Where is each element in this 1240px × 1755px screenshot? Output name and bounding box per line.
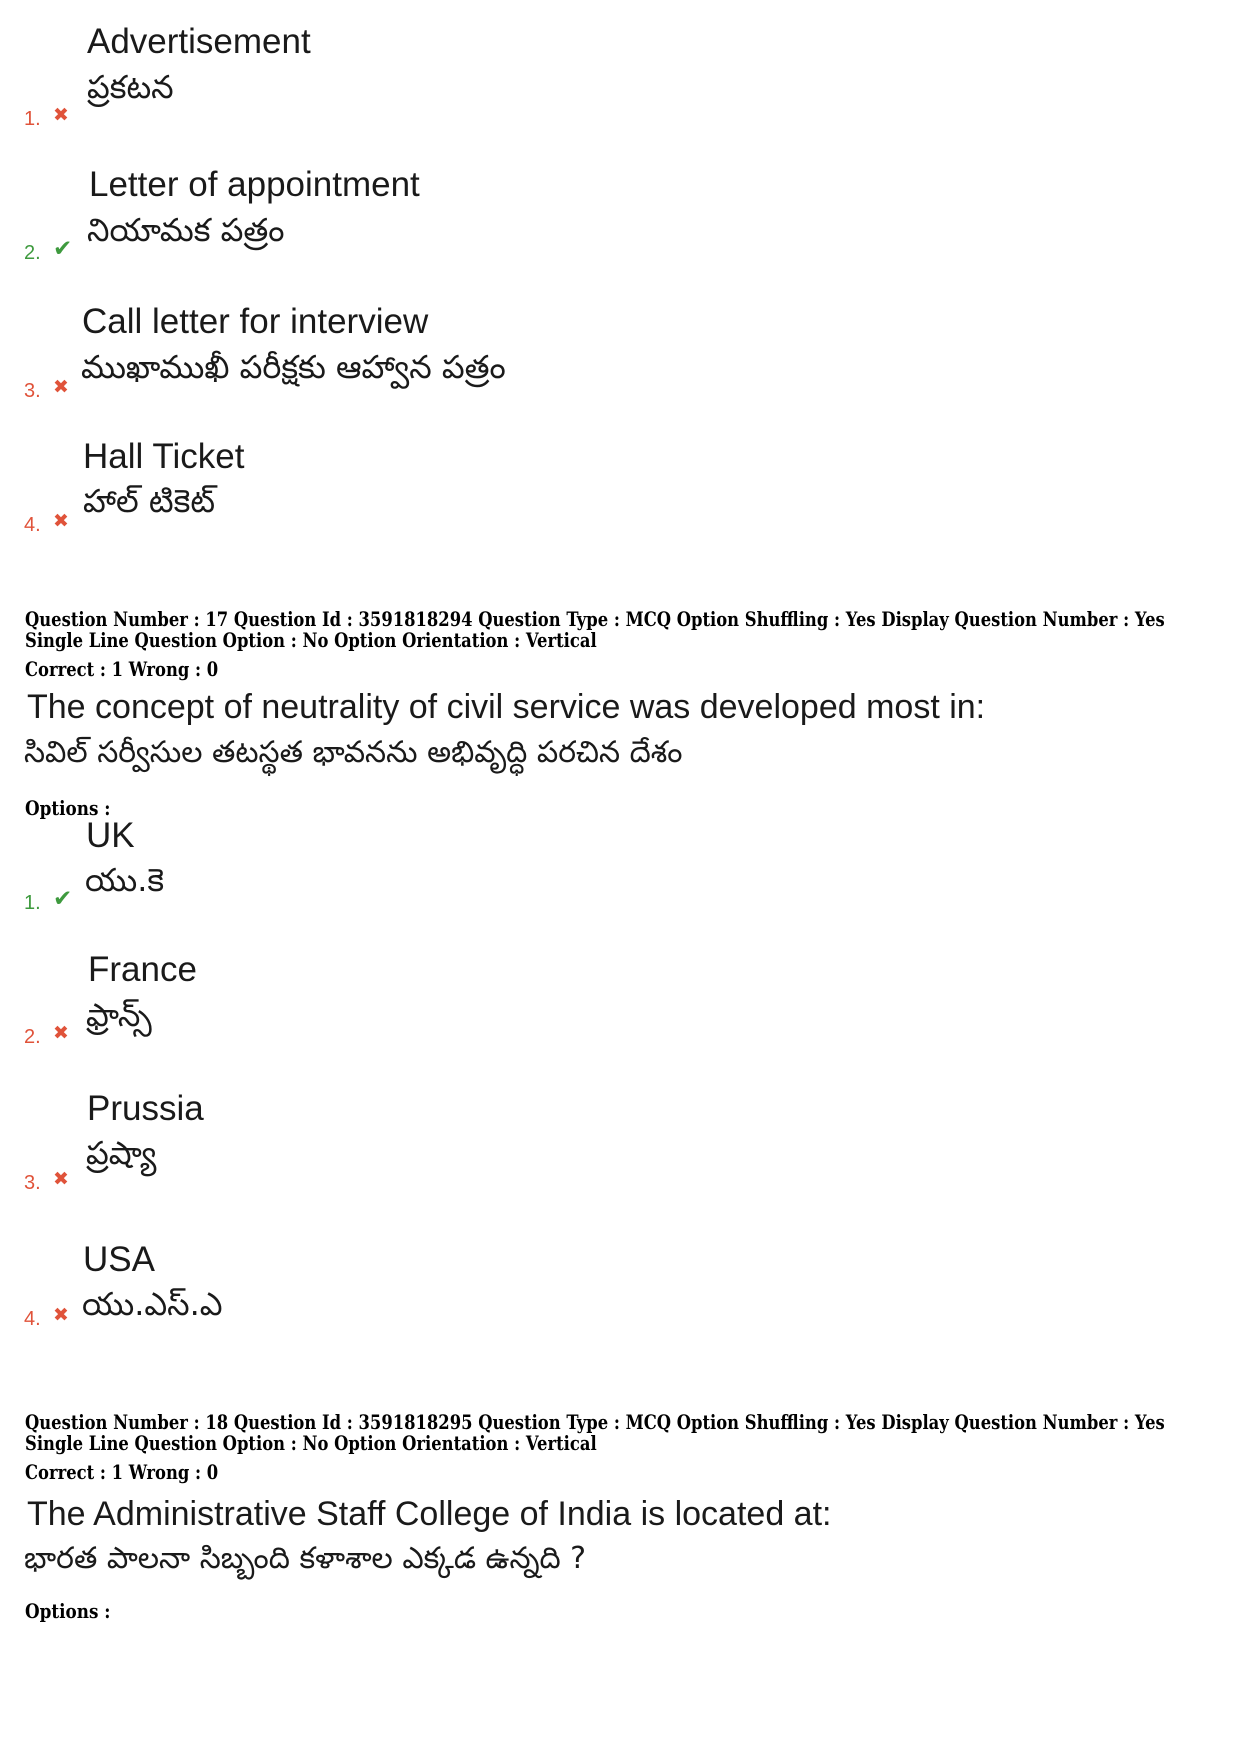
option-telugu-text: ఫ్రాన్స్ <box>86 996 152 1034</box>
option-english-text: France <box>88 950 197 989</box>
option-english-text: Call letter for interview <box>82 302 429 341</box>
question-meta-line: Single Line Question Option : No Option Orientation : Vertical <box>25 629 597 652</box>
option-english-text: Prussia <box>87 1089 204 1128</box>
options-label: Options : <box>25 1599 111 1623</box>
option-telugu-text: యు.ఎస్.ఎ <box>82 1285 223 1323</box>
question-telugu-text: సివిల్ సర్వీసుల తటస్థత భావనను అభివృద్ధి పరచిన దేశం <box>24 735 683 770</box>
option-english-text: UK <box>86 816 135 855</box>
question-meta-line: Single Line Question Option : No Option Orientation : Vertical <box>25 1432 597 1455</box>
wrong-mark-icon: ✖ <box>53 104 69 126</box>
option-telugu-text: ప్రకటన <box>87 68 174 106</box>
score-line: Correct : 1 Wrong : 0 <box>25 1461 219 1484</box>
option-english-text: Advertisement <box>87 22 311 61</box>
option-telugu-text: ముఖాముఖీ పరీక్షకు ఆహ్వాన పత్రం <box>81 348 506 386</box>
option-english-text: Letter of appointment <box>89 165 420 204</box>
score-line: Correct : 1 Wrong : 0 <box>25 658 219 681</box>
wrong-mark-icon: ✖ <box>53 1022 69 1044</box>
option-telugu-text: హాల్ టికెట్ <box>83 482 216 520</box>
option-number: 4. <box>24 514 41 536</box>
question-meta-line: Question Number : 18 Question Id : 3591818295 Question Type : MCQ Option Shuffling : Yes Display Question Number : Yes <box>25 1411 1165 1434</box>
option-number: 4. <box>24 1308 41 1330</box>
question-meta-line: Question Number : 17 Question Id : 3591818294 Question Type : MCQ Option Shuffling : Yes Display Question Number : Yes <box>25 608 1165 631</box>
option-telugu-text: ప్రష్యా <box>86 1134 157 1172</box>
option-telugu-text: యు.కె <box>85 861 165 899</box>
question-english-text: The Administrative Staff College of India is located at: <box>27 1495 832 1533</box>
option-number: 3. <box>24 380 41 402</box>
option-number: 2. <box>24 1026 41 1048</box>
option-number: 1. <box>24 892 41 914</box>
option-number: 2. <box>24 242 41 264</box>
wrong-mark-icon: ✖ <box>53 510 69 532</box>
wrong-mark-icon: ✖ <box>53 1304 69 1326</box>
option-number: 3. <box>24 1172 41 1194</box>
options-label: Options : <box>25 796 111 820</box>
correct-check-icon: ✔ <box>53 886 73 912</box>
correct-check-icon: ✔ <box>53 236 73 262</box>
question-telugu-text: భారత పాలనా సిబ్బంది కళాశాల ఎక్కడ ఉన్నది ? <box>24 1541 587 1576</box>
option-number: 1. <box>24 108 41 130</box>
question-english-text: The concept of neutrality of civil service was developed most in: <box>27 688 986 726</box>
option-english-text: USA <box>83 1240 155 1279</box>
wrong-mark-icon: ✖ <box>53 376 69 398</box>
wrong-mark-icon: ✖ <box>53 1168 69 1190</box>
option-english-text: Hall Ticket <box>83 437 245 476</box>
option-telugu-text: నియామక పత్రం <box>87 211 285 249</box>
